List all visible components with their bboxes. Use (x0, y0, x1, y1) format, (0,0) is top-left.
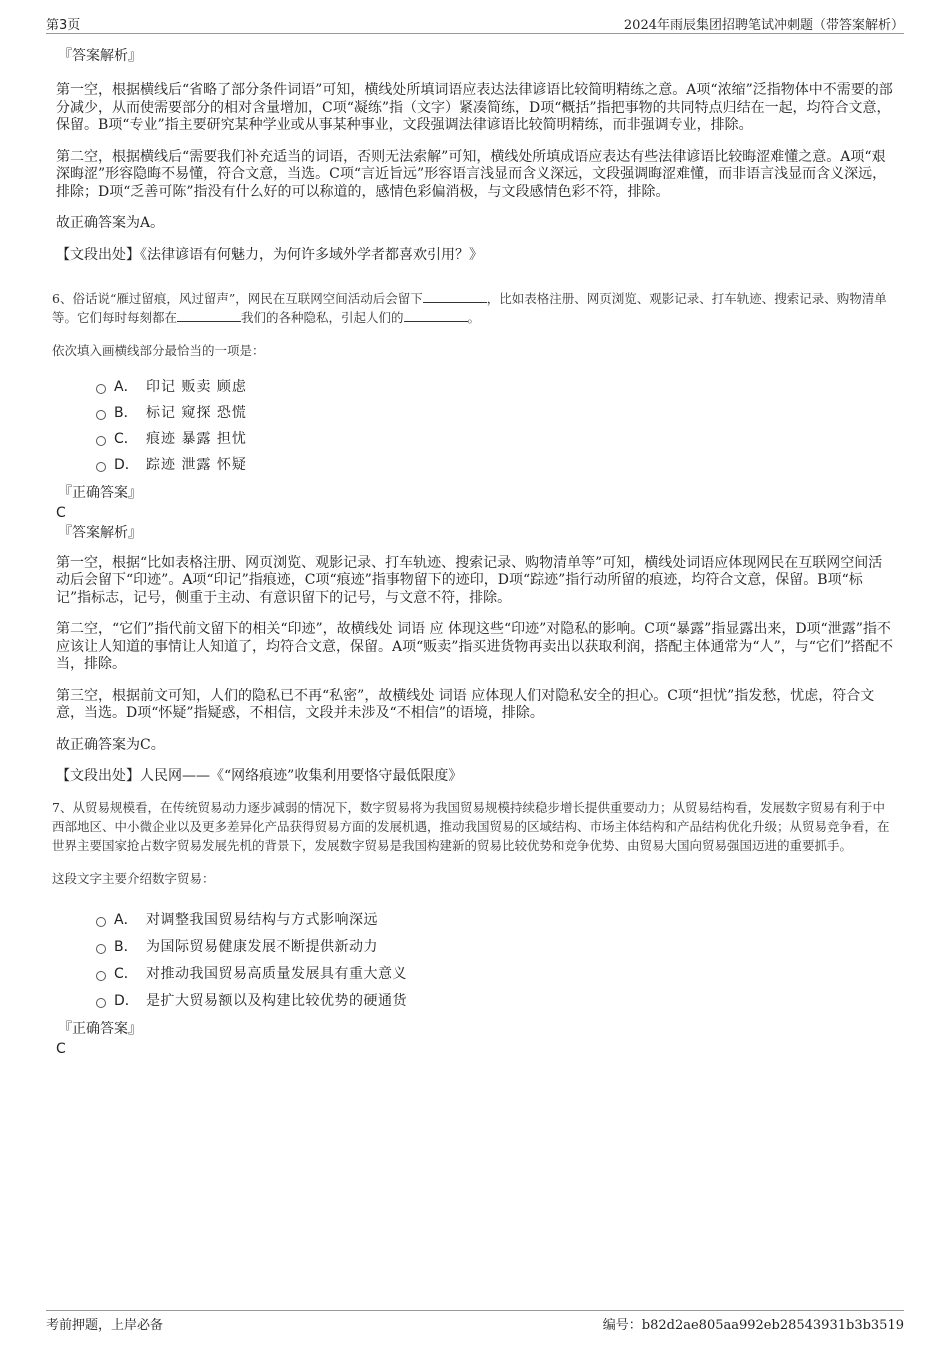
question-prompt: 这段文字主要介绍数字贸易： (52, 871, 215, 886)
option-list (96, 373, 894, 477)
analysis-paragraph: 第三空，根据前文可知，人们的隐私已不再“私密”，故横线处 词语 应体现人们对隐私安全的担心。C项“担忧”指发愁，忧虑，符合文意，当选。D项“怀疑”指疑惑，不相信，文段并未涉及“不相信”的语境，排除。 (56, 687, 875, 721)
blank-line (423, 291, 487, 303)
radio-button-icon[interactable] (96, 462, 106, 472)
question-text: 7、从贸易规模看，在传统贸易动力逐步减弱的情况下，数字贸易将为我国贸易规模持续稳步增长提供重要动力；从贸易结构看，发展数字贸易有利于中西部地区、中小微企业以及更多差异化产品获得贸易方面的发展机遇，推动我国贸易的区域结构、市场主体结构和产品结构优化升级；从贸易竞争看，在世界主要国家抢占数字贸易发展先机的背景下，发展数字贸易是我国构建新的贸易比较优势和竞争优势、由贸易大国向贸易强国迈进的重要抓手。 (52, 800, 890, 853)
analysis-paragraph: 第一空，根据横线后“省略了部分条件词语”可知，横线处所填词语应表达法律谚语比较简明精练之意。A项“浓缩”泛指物体中不需要的部分减少，从而使需要部分的相对含量增加，C项“凝练”指（文字）紧凑简练，D项“概括”指把事物的共同特点归结在一起，均符合文意，保留。B项“专业”指主要研究某种学业或从事某种事业，文段强调法律谚语比较简明精练，而非强调专业，排除。 (56, 82, 893, 133)
analysis-paragraph: 第二空，“它们”指代前文留下的相关“印迹”，故横线处 词语 应 体现这些“印迹”对隐私的影响。C项“暴露”指显露出来，D项“泄露”指不应该让人知道的事情让人知道了，均符合文意，保留。A项“贩卖”指买进货物再卖出以获取利润，搭配主体通常为“人”，与“它们”搭配不当，排除。 (56, 621, 894, 672)
analysis-title: 『答案解析』 (58, 524, 142, 541)
option-d[interactable]: D． 踪迹 泄露 怀疑 (96, 451, 894, 477)
passage-source: 【文段出处】人民网——《“网络痕迹”收集利用要恪守最低限度》 (56, 768, 463, 784)
option-c[interactable]: C． 痕迹 暴露 担忧 (96, 425, 894, 451)
analysis-paragraph: 第一空，根据“比如表格注册、网页浏览、观影记录、打车轨迹、搜索记录、购物清单等”可知，横线处词语应体现网民在互联网空间活动后会留下“印迹”。A项“印记”指痕迹，C项“痕迹”指事物留下的迹印，D项“踪迹”指行动所留的痕迹，均符合文意，保留。B项“标记”指标志，记号，侧重于主动、有意识留下的记号，与文意不符，排除。 (56, 554, 883, 606)
page-footer (46, 1310, 904, 1333)
option-b[interactable]: B． 为国际贸易健康发展不断提供新动力 (96, 932, 894, 959)
question-7 (52, 798, 894, 1059)
option-list (96, 905, 894, 1013)
radio-button-icon[interactable] (96, 998, 106, 1008)
analysis-paragraph: 第二空，根据横线后“需要我们补充适当的词语，否则无法索解”可知，横线处所填成语应表达有些法律谚语比较晦涩难懂之意。A项“艰深晦涩”形容隐晦不易懂，符合文意，当选。C项“言近旨远”形容语言浅显而含义深远，文段强调晦涩难懂，而非语言浅显而含义深远，排除；D项“乏善可陈”指没有什么好的可以称道的，感情色彩偏消极，与文段感情色彩不符，排除。 (56, 148, 887, 200)
question-6 (52, 289, 894, 787)
radio-button-icon[interactable] (96, 384, 106, 394)
option-a[interactable]: A． 印记 贩卖 顾虑 (96, 373, 894, 399)
correct-answer: C (56, 1041, 66, 1057)
radio-button-icon[interactable] (96, 410, 106, 420)
answer-conclusion: 故正确答案为A。 (56, 215, 165, 231)
option-d[interactable]: D． 是扩大贸易额以及构建比较优势的硬通货 (96, 986, 894, 1013)
radio-button-icon[interactable] (96, 971, 106, 981)
option-c[interactable]: C． 对推动我国贸易高质量发展具有重大意义 (96, 959, 894, 986)
correct-answer-title: 『正确答案』 (58, 1021, 142, 1037)
page-number: 第3页 (46, 18, 81, 33)
document-title: 2024年雨辰集团招聘笔试冲刺题（带答案解析） (623, 18, 904, 33)
passage-source: 【文段出处】《法律谚语有何魅力，为何许多域外学者都喜欢引用？》 (56, 246, 483, 263)
option-b[interactable]: B． 标记 窥探 恐慌 (96, 399, 894, 425)
option-a[interactable]: A． 对调整我国贸易结构与方式影响深远 (96, 905, 894, 932)
blank-line (404, 310, 468, 322)
answer-conclusion: 故正确答案为C。 (56, 736, 165, 753)
radio-button-icon[interactable] (96, 436, 106, 446)
page-content (52, 46, 894, 1059)
question-text: 6、俗话说“雁过留痕，风过留声”，网民在互联网空间活动后会留下 ，比如表格注册、网页浏览、观影记录、打车轨迹、搜索记录、购物清单等。它们每时每刻都在 我们的各种隐私，引起人们的 。 (52, 290, 887, 325)
document-serial: 编号：b82d2ae805aa992eb28543931b3b3519 (602, 1318, 904, 1333)
correct-answer: C (56, 504, 66, 521)
analysis-title: 『答案解析』 (58, 48, 142, 64)
question-prompt: 依次填入画横线部分最恰当的一项是： (52, 342, 265, 358)
page-header (46, 14, 904, 34)
blank-line (177, 310, 241, 322)
footer-slogan: 考前押题，上岸必备 (46, 1318, 164, 1333)
correct-answer-title: 『正确答案』 (58, 484, 142, 501)
radio-button-icon[interactable] (96, 917, 106, 927)
radio-button-icon[interactable] (96, 944, 106, 954)
q5-analysis (56, 46, 894, 265)
